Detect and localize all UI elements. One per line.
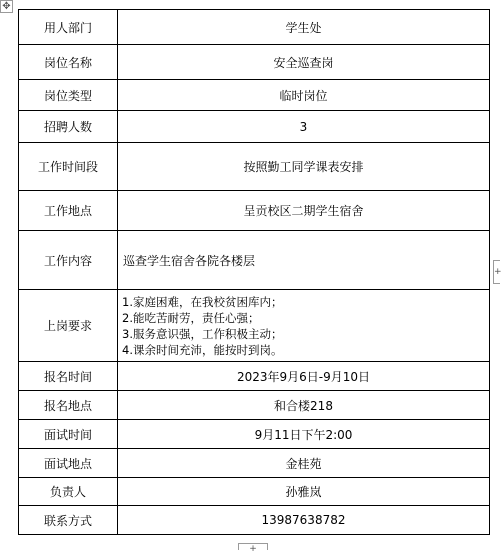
row-value-work-hours: 按照勤工同学课表安排 — [118, 143, 490, 191]
requirement-line: 3.服务意识强，工作积极主动； — [122, 326, 283, 341]
row-value-interview-location: 金桂苑 — [118, 449, 490, 478]
row-label-department: 用人部门 — [19, 10, 118, 45]
row-label-work-content: 工作内容 — [19, 231, 118, 290]
row-value-headcount: 3 — [118, 111, 490, 143]
row-label-interview-time: 面试时间 — [19, 420, 118, 449]
table-row — [19, 478, 490, 506]
requirement-line: 1.家庭困难，在我校贫困库内； — [122, 294, 283, 309]
row-label-interview-location: 面试地点 — [19, 449, 118, 478]
table-row — [19, 45, 490, 80]
table-row — [19, 80, 490, 111]
table-row — [19, 143, 490, 191]
row-value-department: 学生处 — [118, 10, 490, 45]
table-row — [19, 290, 490, 362]
row-value-position-name: 安全巡查岗 — [118, 45, 490, 80]
requirement-line: 2.能吃苦耐劳，责任心强； — [122, 310, 260, 325]
requirement-line: 4.课余时间充沛，能按时到岗。 — [122, 342, 283, 357]
table-row — [19, 10, 490, 45]
table-row — [19, 506, 490, 535]
row-value-signup-location: 和合楼218 — [118, 391, 490, 420]
table-row — [19, 362, 490, 391]
job-info-table — [18, 9, 490, 535]
add-row-plus-icon[interactable]: + — [238, 543, 268, 550]
table-row — [19, 191, 490, 231]
row-label-headcount: 招聘人数 — [19, 111, 118, 143]
table-row — [19, 420, 490, 449]
row-label-work-location: 工作地点 — [19, 191, 118, 231]
table-row — [19, 449, 490, 478]
row-value-signup-time: 2023年9月6日-9月10日 — [118, 362, 490, 391]
row-label-position-type: 岗位类型 — [19, 80, 118, 111]
row-value-person-in-charge: 孙雅岚 — [118, 478, 490, 506]
table-row — [19, 231, 490, 290]
row-label-signup-location: 报名地点 — [19, 391, 118, 420]
row-value-work-content: 巡查学生宿舍各院各楼层 — [118, 231, 490, 290]
row-value-position-type: 临时岗位 — [118, 80, 490, 111]
add-column-plus-icon[interactable]: + — [493, 260, 500, 284]
row-label-position-name: 岗位名称 — [19, 45, 118, 80]
row-value-contact: 13987638782 — [118, 506, 490, 535]
row-value-interview-time: 9月11日下午2:00 — [118, 420, 490, 449]
row-label-signup-time: 报名时间 — [19, 362, 118, 391]
row-label-contact: 联系方式 — [19, 506, 118, 535]
row-label-requirements: 上岗要求 — [19, 290, 118, 362]
row-label-work-hours: 工作时间段 — [19, 143, 118, 191]
row-value-requirements — [118, 290, 490, 362]
table-move-handle-icon[interactable]: ✥ — [0, 0, 13, 13]
row-label-person-in-charge: 负责人 — [19, 478, 118, 506]
table-row — [19, 391, 490, 420]
row-value-work-location: 呈贡校区二期学生宿舍 — [118, 191, 490, 231]
table-row — [19, 111, 490, 143]
